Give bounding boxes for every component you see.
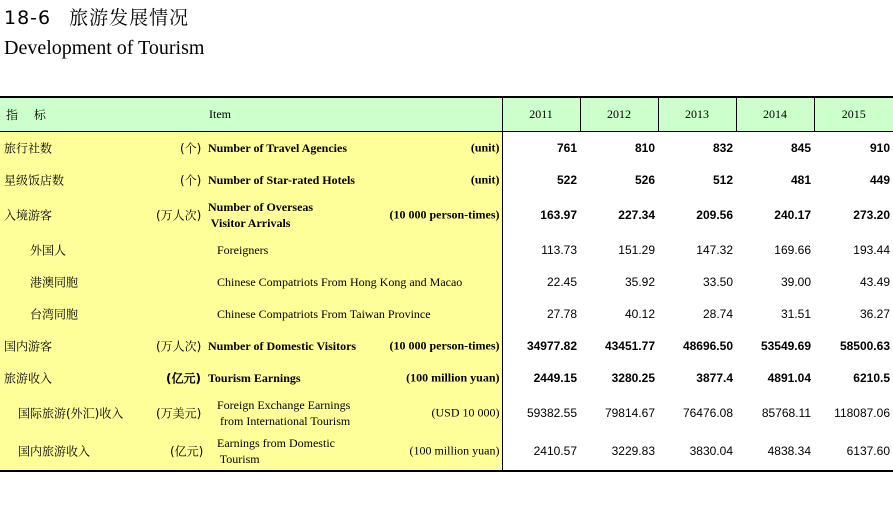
- row-label-cell: [0, 432, 502, 471]
- row-label-chinese: 旅行社数: [4, 141, 53, 155]
- row-label-chinese: 国际旅游(外汇)收入: [18, 406, 124, 420]
- value-cell-2014: 4838.34: [736, 432, 814, 471]
- value-cell-2011: 2410.57: [502, 432, 580, 471]
- value-cell-2012: 526: [634, 172, 655, 187]
- header-year-2015: 2015: [814, 97, 893, 131]
- value-cell-2015: 36.27: [859, 306, 890, 321]
- table-row: [0, 164, 893, 196]
- header-year-2012: 2012: [580, 97, 658, 131]
- value-cell-2011: 761: [502, 131, 580, 164]
- table-row: [0, 362, 893, 394]
- row-label-english: Foreign Exchange Earnings from International Tourism: [217, 397, 351, 428]
- row-label-cell: [0, 394, 502, 432]
- value-cell-2014: 240.17: [774, 207, 811, 222]
- row-label-english: Chinese Compatriots From Taiwan Province: [217, 306, 431, 321]
- value-cell-2013: 147.32: [696, 242, 733, 257]
- page-title-english: Development of Tourism: [4, 37, 205, 59]
- value-cell-2012: 40.12: [624, 306, 655, 321]
- row-unit-english: (100 million yuan): [409, 443, 500, 457]
- row-unit-english: (USD 10 000): [431, 405, 500, 419]
- row-label-cell: [0, 164, 502, 196]
- row-label-chinese: 旅游收入: [4, 371, 53, 385]
- value-cell-2015: 118087.06: [834, 405, 890, 420]
- value-cell-2014: 85768.11: [761, 405, 811, 420]
- title-chinese-text: 旅游发展情况: [69, 7, 190, 29]
- value-cell-2014: 31.51: [780, 306, 811, 321]
- value-cell-2014: 481: [790, 172, 811, 187]
- value-cell-2012: 810: [634, 140, 655, 155]
- value-cell-2015: 193.44: [853, 242, 890, 257]
- value-cell-2011: 522: [502, 164, 580, 196]
- header-item: Item: [205, 97, 502, 131]
- row-label-english: Number of Overseas Visitor Arrivals: [208, 199, 314, 230]
- table-row: [0, 298, 893, 330]
- value-cell-2013: 512: [712, 172, 733, 187]
- value-cell-2013: 33.50: [702, 274, 733, 289]
- table-row: [0, 234, 893, 266]
- row-label-english: Number of Star-rated Hotels: [208, 172, 355, 187]
- row-label-english: Tourism Earnings: [208, 370, 301, 385]
- value-cell-2012: 35.92: [624, 274, 655, 289]
- table-number: 18-6: [4, 7, 52, 29]
- row-unit-english: (10 000 person-times): [389, 207, 500, 221]
- value-cell-2015: 58500.63: [839, 338, 890, 353]
- value-cell-2013: 3830.04: [658, 432, 736, 471]
- value-cell-2011: 27.78: [502, 298, 580, 330]
- row-label-chinese: 外国人: [30, 243, 67, 257]
- value-cell-2012: 3280.25: [611, 370, 655, 385]
- row-unit-chinese: (万人次): [156, 208, 202, 222]
- value-cell-2015: 43.49: [859, 274, 890, 289]
- value-cell-2013: 28.74: [702, 306, 733, 321]
- header-year-2011: 2011: [502, 97, 580, 131]
- value-cell-2014: 39.00: [780, 274, 811, 289]
- row-label-cell: [0, 266, 502, 298]
- value-cell-2012: 79814.67: [604, 405, 655, 420]
- value-cell-2013: 48696.50: [682, 338, 733, 353]
- row-label-cell: [0, 362, 502, 394]
- value-cell-2013: 209.56: [696, 207, 733, 222]
- value-cell-2015: 449: [869, 172, 890, 187]
- value-cell-2014: 845: [790, 140, 811, 155]
- row-unit-chinese: (亿元): [166, 371, 201, 385]
- header-year-2013: 2013: [658, 97, 736, 131]
- table-row: [0, 394, 893, 432]
- value-cell-2015: 910: [869, 140, 890, 155]
- value-cell-2011: 163.97: [502, 196, 580, 234]
- value-cell-2014: 4891.04: [767, 370, 811, 385]
- header-year-2014: 2014: [736, 97, 814, 131]
- value-cell-2014: 53549.69: [760, 338, 811, 353]
- row-unit-english: (unit): [470, 172, 500, 186]
- row-label-english: Number of Domestic Visitors: [208, 338, 357, 353]
- row-label-english: Earnings from Domestic Tourism: [217, 435, 335, 466]
- row-unit-chinese: (万人次): [156, 339, 202, 353]
- row-unit-chinese: (亿元): [170, 444, 204, 458]
- row-unit-chinese: (个): [180, 173, 202, 187]
- row-label-chinese: 台湾同胞: [30, 307, 79, 321]
- value-cell-2012: 227.34: [618, 207, 655, 222]
- row-label-cell: [0, 330, 502, 362]
- row-unit-english: (100 million yuan): [406, 370, 500, 384]
- row-label-english: Number of Travel Agencies: [208, 140, 347, 155]
- row-label-cell: [0, 196, 502, 234]
- row-label-cell: [0, 131, 502, 164]
- row-unit-chinese: (个): [180, 141, 202, 155]
- value-cell-2012: 151.29: [618, 242, 655, 257]
- row-label-chinese: 国内旅游收入: [18, 444, 91, 458]
- table-row: [0, 266, 893, 298]
- value-cell-2011: 59382.55: [502, 394, 580, 432]
- value-cell-2015: 6137.60: [814, 432, 893, 471]
- row-label-chinese: 国内游客: [4, 339, 53, 353]
- value-cell-2011: 113.73: [502, 234, 580, 266]
- page-title-chinese: [4, 3, 189, 30]
- value-cell-2015: 273.20: [853, 207, 890, 222]
- value-cell-2013: 76476.08: [682, 405, 733, 420]
- value-cell-2011: 2449.15: [502, 362, 580, 394]
- value-cell-2011: 34977.82: [502, 330, 580, 362]
- table-row: [0, 330, 893, 362]
- value-cell-2011: 22.45: [502, 266, 580, 298]
- row-label-chinese: 入境游客: [4, 208, 53, 222]
- row-label-chinese: 星级饭店数: [4, 173, 65, 187]
- row-unit-english: (10 000 person-times): [389, 338, 500, 352]
- table-header-row: [0, 97, 893, 131]
- row-label-cell: [0, 298, 502, 330]
- tourism-table: [0, 96, 893, 472]
- row-label-english: Foreigners: [217, 242, 269, 257]
- value-cell-2012: 43451.77: [604, 338, 655, 353]
- row-unit-chinese: (万美元): [156, 406, 202, 420]
- row-label-cell: [0, 234, 502, 266]
- table-row: [0, 432, 893, 471]
- value-cell-2014: 169.66: [774, 242, 811, 257]
- value-cell-2012: 3229.83: [580, 432, 658, 471]
- row-label-english: Chinese Compatriots From Hong Kong and Macao: [217, 274, 463, 289]
- value-cell-2013: 3877.4: [696, 370, 733, 385]
- table-row: [0, 131, 893, 164]
- value-cell-2013: 832: [712, 140, 733, 155]
- table-row: [0, 196, 893, 234]
- row-label-chinese: 港澳同胞: [30, 275, 79, 289]
- row-unit-english: (unit): [470, 140, 500, 154]
- header-indicator: 指 标: [0, 97, 205, 131]
- value-cell-2015: 6210.5: [853, 370, 890, 385]
